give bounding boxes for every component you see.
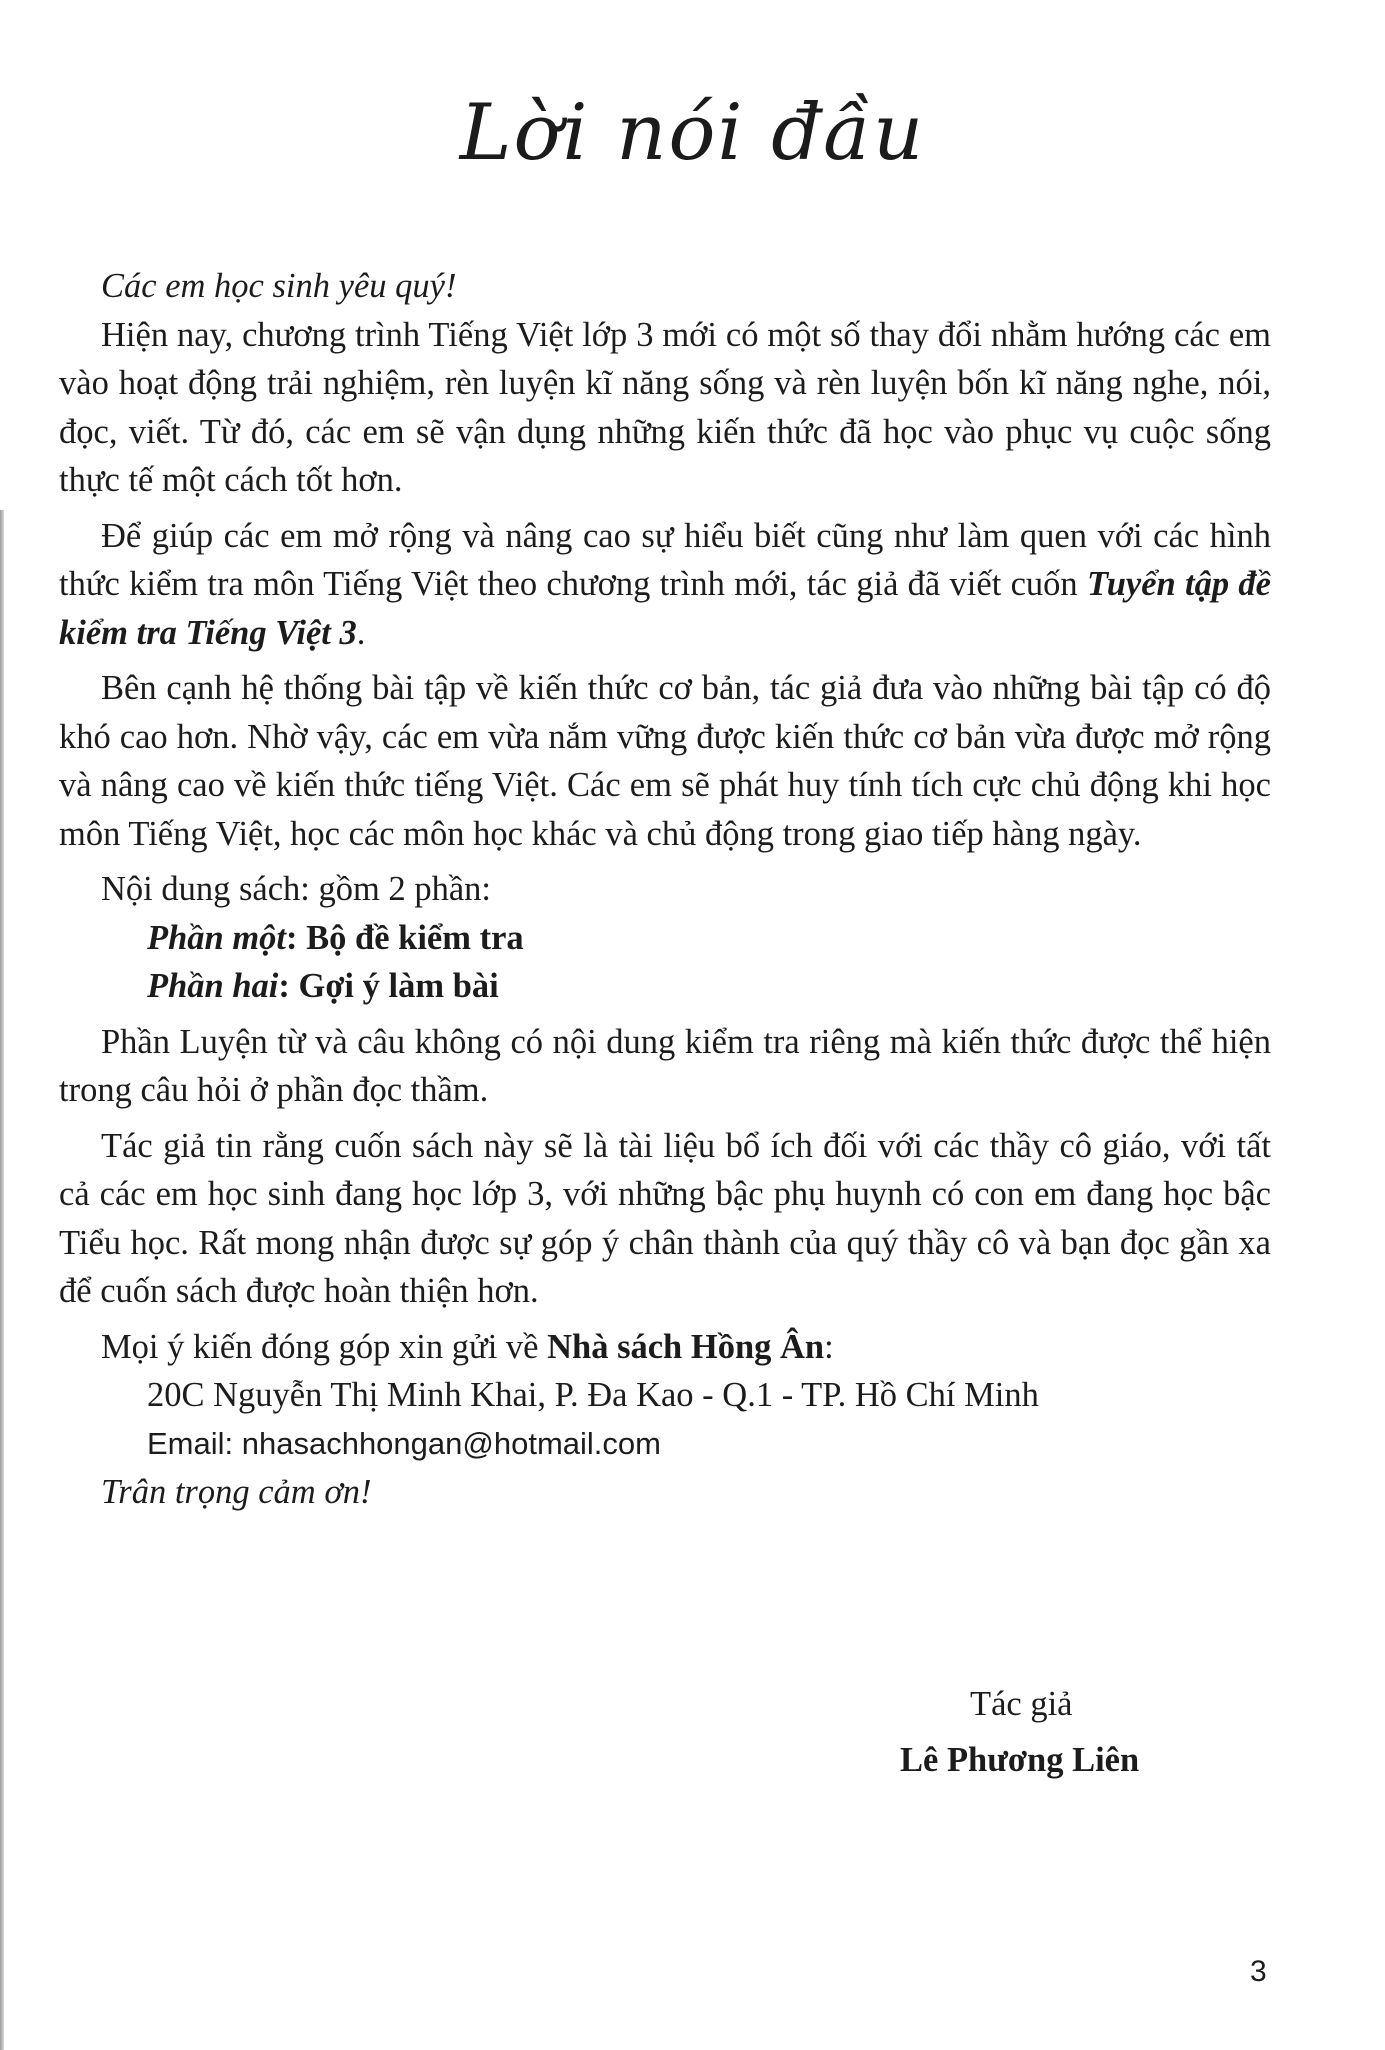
contents-intro: Nội dung sách: gồm 2 phần:	[101, 870, 491, 908]
signature-name: Lê Phương Liên	[900, 1741, 1140, 1779]
preface-body	[59, 262, 1271, 1517]
feedback-line	[59, 1323, 1271, 1372]
paragraph-2	[59, 512, 1271, 658]
address: 20C Nguyễn Thị Minh Khai, P. Đa Kao - Q.1 - TP. Hồ Chí Minh	[147, 1376, 1039, 1414]
part-one-name: Bộ đề kiểm tra	[306, 918, 524, 957]
signature-block	[900, 1676, 1300, 1788]
signature-role: Tác giả	[970, 1685, 1073, 1723]
publisher-colon: :	[824, 1327, 834, 1366]
part-two-sep: :	[278, 967, 299, 1005]
part-two-name: Gợi ý làm bài	[298, 967, 499, 1005]
salutation: Các em học sinh yêu quý!	[101, 267, 457, 305]
part-two-label: Phần hai	[147, 967, 279, 1005]
paragraph-2-start: Để giúp các em mở rộng và nâng cao sự hiểu biết cũng như làm quen với các hình thức kiểm tra môn Tiếng Việt theo chương trình mới, tác giả đã viết cuốn	[59, 516, 1271, 603]
feedback-intro: Mọi ý kiến đóng góp xin gửi về	[101, 1327, 548, 1366]
publisher-name: Nhà sách Hồng Ân	[547, 1327, 825, 1366]
scan-edge-shadow	[0, 510, 4, 2050]
part-one-label: Phần một	[147, 918, 286, 957]
page-title: Lời nói đầu	[459, 88, 926, 178]
paragraph-2-end: .	[356, 613, 366, 652]
email: Email: nhasachhongan@hotmail.com	[147, 1425, 661, 1461]
paragraph-5: Tác giả tin rằng cuốn sách này sẽ là tài liệu bổ ích đối với các thầy cô giáo, với tất cả các em học sinh đang học lớp 3, với những bậc phụ huynh có con em đang học bậc Tiểu học. Rất mong nhận được sự góp ý chân thành của quý thầy cô và bạn đọc gần xa để cuốn sách được hoàn thiện hơn.	[59, 1126, 1271, 1310]
paragraph-4: Phần Luyện từ và câu không có nội dung kiểm tra riêng mà kiến thức được thể hiện trong câu hỏi ở phần đọc thầm.	[59, 1022, 1271, 1109]
paragraph-3: Bên cạnh hệ thống bài tập về kiến thức cơ bản, tác giả đưa vào những bài tập có độ khó cao hơn. Nhờ vậy, các em vừa nắm vững được kiến thức cơ bản vừa được mở rộng và nâng cao về kiến thức tiếng Việt. Các em sẽ phát huy tính tích cực chủ động khi học môn Tiếng Việt, học các môn học khác và chủ động trong giao tiếp hàng ngày.	[59, 669, 1271, 853]
page-number: 3	[1250, 1955, 1267, 1988]
closing: Trân trọng cảm ơn!	[101, 1473, 372, 1511]
part-one	[59, 914, 1271, 963]
paragraph-1: Hiện nay, chương trình Tiếng Việt lớp 3 mới có một số thay đổi nhằm hướng các em vào hoạt động trải nghiệm, rèn luyện kĩ năng sống và rèn luyện bốn kĩ năng nghe, nói, đọc, viết. Từ đó, các em sẽ vận dụng những kiến thức đã học vào phục vụ cuộc sống thực tế một cách tốt hơn.	[59, 315, 1271, 499]
book-title: Tuyển tập đề kiểm tra Tiếng Việt 3	[59, 565, 1271, 652]
part-one-sep: :	[286, 918, 307, 957]
part-two	[59, 962, 1271, 1011]
